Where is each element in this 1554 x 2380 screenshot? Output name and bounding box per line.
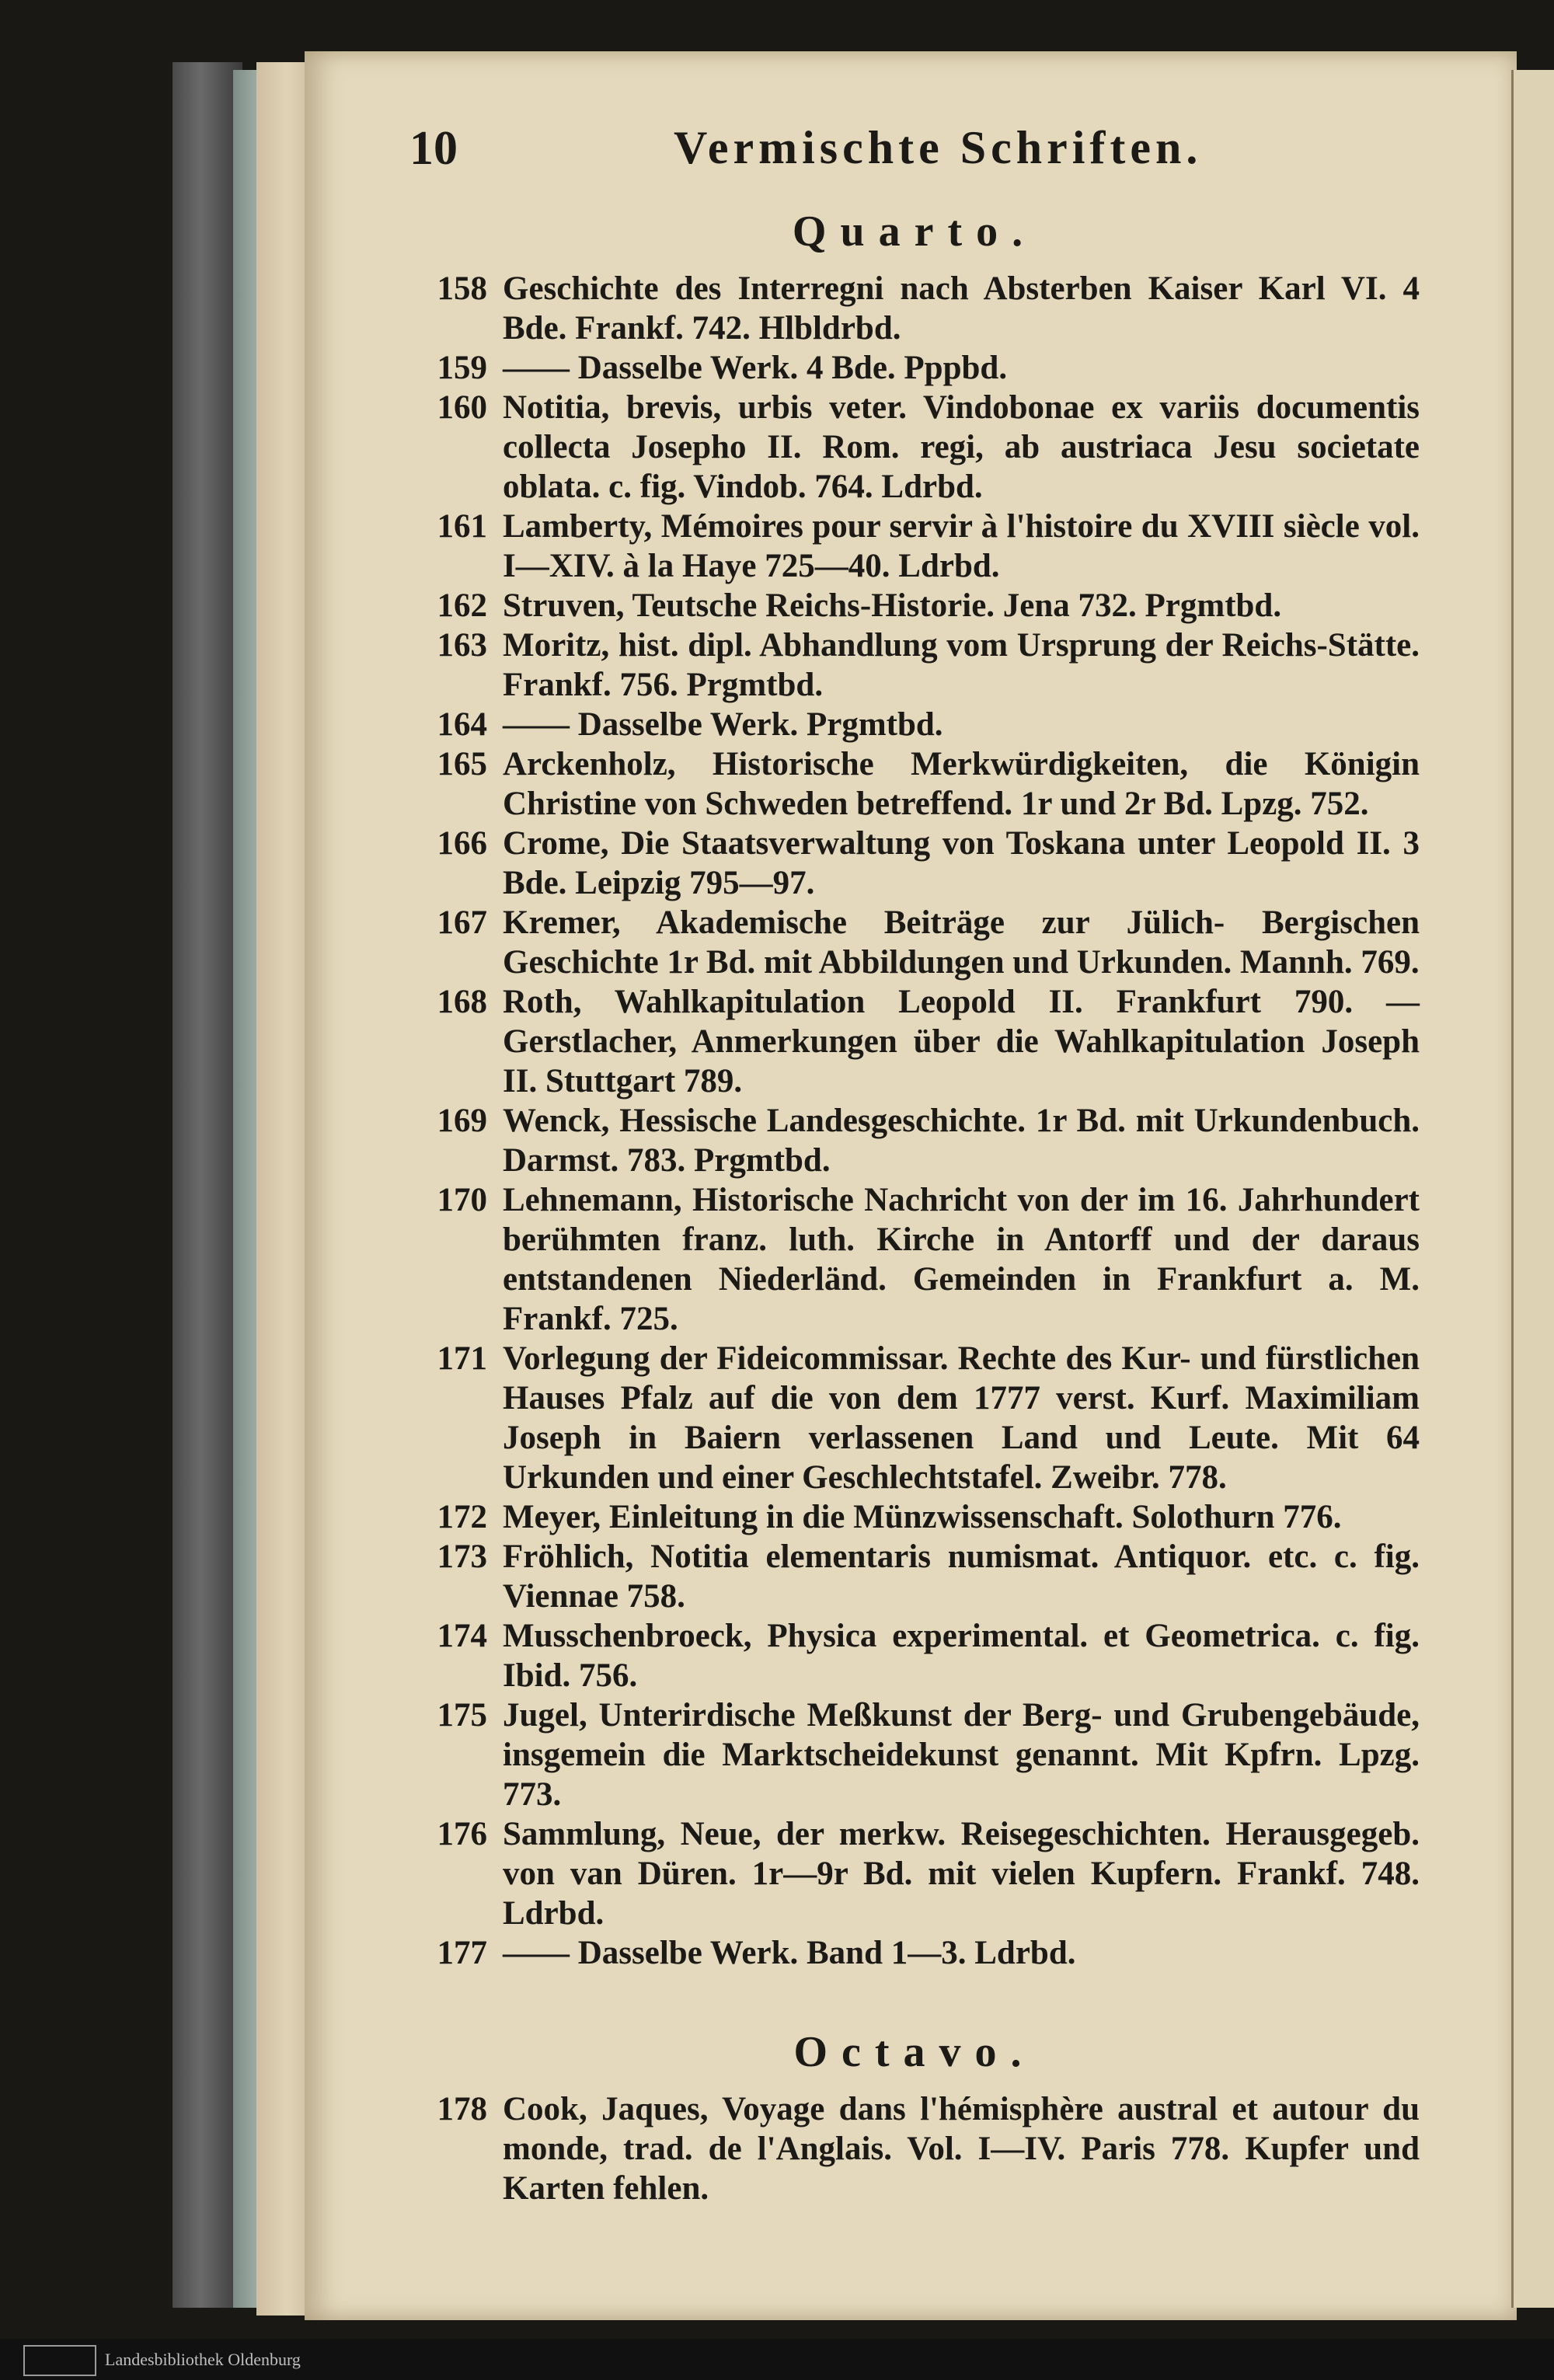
catalog-entry: [409, 348, 1420, 388]
catalog-entry: [409, 1339, 1420, 1497]
catalog-entry: [409, 1616, 1420, 1695]
page-number: 10: [409, 122, 458, 175]
catalog-entry: [409, 625, 1420, 705]
entry-text: Fröhlich, Notitia elementaris numismat. Antiquor. etc. c. fig. Viennae 758.: [503, 1538, 1420, 1615]
entry-number: 168: [437, 984, 487, 1020]
entry-text: —— Dasselbe Werk. Prgmtbd.: [503, 706, 943, 743]
entry-number: 169: [437, 1103, 487, 1139]
entry-text: Cook, Jaques, Voyage dans l'hémisphère austral et autour du monde, trad. de l'Anglais. Vol. I—IV. Paris 778. Kupfer und Karten fehlen.: [503, 2091, 1420, 2207]
book-cover-edge: [172, 62, 242, 2308]
entry-number: 164: [437, 706, 487, 743]
entry-number: 175: [437, 1697, 487, 1734]
catalog-entry: [409, 744, 1420, 824]
entry-number: 171: [437, 1340, 487, 1377]
entry-number: 161: [437, 508, 487, 545]
catalog-entry: [409, 1695, 1420, 1814]
entry-text: Arckenholz, Historische Merkwürdigkeiten, die Königin Christine von Schweden betreffend. 1r und 2r Bd. Lpzg. 752.: [503, 746, 1420, 822]
entry-number: 163: [437, 627, 487, 664]
library-logo-icon: [23, 2345, 96, 2376]
entry-number: 172: [437, 1499, 487, 1535]
entry-text: Moritz, hist. dipl. Abhandlung vom Ursprung der Reichs-Stätte. Frankf. 756. Prgmtbd.: [503, 627, 1420, 703]
entry-text: —— Dasselbe Werk. 4 Bde. Pppbd.: [503, 350, 1008, 386]
entry-number: 165: [437, 746, 487, 782]
entry-text: Wenck, Hessische Landesgeschichte. 1r Bd. mit Urkundenbuch. Darmst. 783. Prgmtbd.: [503, 1103, 1420, 1179]
entry-text: Lamberty, Mémoires pour servir à l'histoire du XVIII siècle vol. I—XIV. à la Haye 725—40. Ldrbd.: [503, 508, 1420, 584]
entry-text: Roth, Wahlkapitulation Leopold II. Frankfurt 790. — Gerstlacher, Anmerkungen über die Wahlkapitulation Joseph II. Stuttgart 789.: [503, 984, 1420, 1099]
entry-number: 170: [437, 1182, 487, 1218]
entry-text: Geschichte des Interregni nach Absterben Kaiser Karl VI. 4 Bde. Frankf. 742. Hlbldrbd.: [503, 270, 1420, 347]
entry-text: Notitia, brevis, urbis veter. Vindobonae ex variis documentis collecta Josepho II. Rom. regi, ab austriaca Jesu societate oblata. c. fig. Vindob. 764. Ldrbd.: [503, 389, 1420, 505]
entry-number: 160: [437, 389, 487, 426]
footer-bar: [0, 2339, 1554, 2380]
library-name: Landesbibliothek Oldenburg: [105, 2350, 301, 2369]
entry-number: 167: [437, 904, 487, 941]
catalog-entry: [409, 269, 1420, 348]
catalog-entry: [409, 1180, 1420, 1339]
entry-text: Crome, Die Staatsverwaltung von Toskana unter Leopold II. 3 Bde. Leipzig 795—97.: [503, 825, 1420, 901]
entry-text: Jugel, Unterirdische Meßkunst der Berg- und Grubengebäude, insgemein die Marktscheidekunst genannt. Mit Kpfrn. Lpzg. 773.: [503, 1697, 1420, 1813]
entry-number: 159: [437, 350, 487, 386]
catalog-entry: [409, 586, 1420, 625]
entry-text: Lehnemann, Historische Nachricht von der im 16. Jahrhundert berühmten franz. luth. Kirche in Antorff und der daraus entstandenen Niederländ. Gemeinden in Frankfurt a. M. Frankf. 725.: [503, 1182, 1420, 1337]
catalog-entry: [409, 705, 1420, 744]
entry-text: Musschenbroeck, Physica experimental. et Geometrica. c. fig. Ibid. 756.: [503, 1618, 1420, 1694]
catalog-entry: [409, 1933, 1420, 1973]
catalog-entry: [409, 903, 1420, 982]
entry-number: 176: [437, 1816, 487, 1852]
entry-number: 158: [437, 270, 487, 307]
entry-number: 166: [437, 825, 487, 862]
entry-text: Sammlung, Neue, der merkw. Reisegeschichten. Herausgegeb. von van Düren. 1r—9r Bd. mit vielen Kupfern. Frankf. 748. Ldrbd.: [503, 1816, 1420, 1932]
page-text: [409, 121, 1420, 2208]
entry-text: Kremer, Akademische Beiträge zur Jülich- Bergischen Geschichte 1r Bd. mit Abbildungen und Urkunden. Mannh. 769.: [503, 904, 1420, 981]
running-title: Vermischte Schriften.: [674, 122, 1203, 173]
catalog-entry: [409, 824, 1420, 903]
catalog-entry: [409, 982, 1420, 1101]
catalog-entry: [409, 1814, 1420, 1933]
entry-number: 178: [437, 2091, 487, 2127]
entry-text: Meyer, Einleitung in die Münzwissenschaft. Solothurn 776.: [503, 1499, 1342, 1535]
catalog-entry: [409, 388, 1420, 507]
entry-number: 162: [437, 587, 487, 624]
entry-number: 177: [437, 1935, 487, 1971]
catalog-entry: [409, 2089, 1420, 2208]
catalog-entry: [409, 507, 1420, 586]
entry-list-octavo: [409, 2089, 1420, 2208]
section-heading-octavo: Octavo.: [793, 2028, 1036, 2076]
entry-number: 173: [437, 1538, 487, 1575]
entry-text: Struven, Teutsche Reichs-Historie. Jena 732. Prgmtbd.: [503, 587, 1282, 624]
catalog-entry: [409, 1537, 1420, 1616]
adjacent-page-edge: [1511, 70, 1554, 2308]
entry-number: 174: [437, 1618, 487, 1654]
catalog-entry: [409, 1497, 1420, 1537]
catalog-entry: [409, 1101, 1420, 1180]
book-page: [305, 51, 1517, 2320]
page-header: [409, 121, 1420, 199]
section-heading-quarto: Quarto.: [792, 207, 1037, 256]
entry-list-quarto: [409, 269, 1420, 1973]
entry-text: Vorlegung der Fideicommissar. Rechte des Kur- und fürstlichen Hauses Pfalz auf die von dem 1777 verst. Kurf. Maximiliam Joseph in Baiern verlassenen Land und Leute. Mit 64 Urkunden und einer Geschlechtstafel. Zweibr. 778.: [503, 1340, 1420, 1496]
entry-text: —— Dasselbe Werk. Band 1—3. Ldrbd.: [503, 1935, 1076, 1971]
